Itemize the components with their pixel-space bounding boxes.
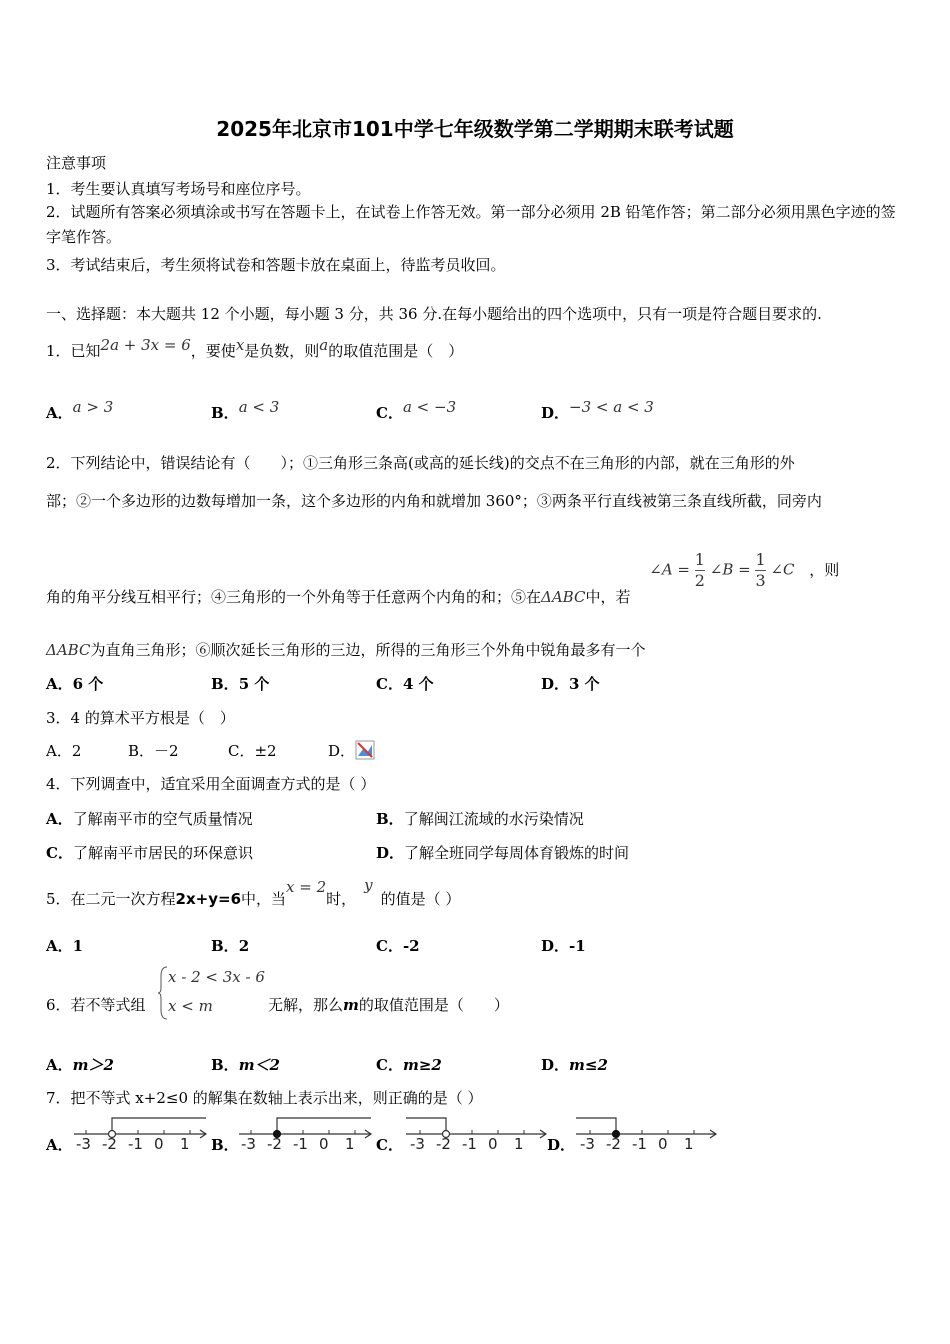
q2-option-a[interactable]: A．6 个 xyxy=(46,675,104,693)
question-3-stem: 3．4 的算术平方根是（ ） xyxy=(46,709,235,727)
notice-heading: 注意事项 xyxy=(46,154,107,172)
question-2-line-4: ΔABC为直角三角形；⑥顺次延长三角形的三边，所得的三角形三个外角中锐角最多有一个 xyxy=(46,641,646,659)
q6-option-a[interactable]: A．m＞2 xyxy=(46,1056,114,1074)
question-6-prefix: 6．若不等式组 xyxy=(46,996,146,1014)
question-5-stem: 5．在二元一次方程2x+y=6中，当x = 2时，y的值是（ ） xyxy=(46,876,461,908)
q4-option-c[interactable]: C．了解南平市居民的环保意识 xyxy=(46,844,253,862)
tick-labels-d: -3 -2 -1 0 1 xyxy=(580,1135,694,1153)
q6-option-d[interactable]: D．m≤2 xyxy=(541,1056,608,1074)
question-2-line-2: 部；②一个多边形的边数每增加一条，这个多边形的内角和就增加 360°；③两条平行直线被第三条直线所截，同旁内 xyxy=(46,492,822,510)
q7-option-d-label[interactable]: D． xyxy=(547,1136,576,1154)
q1-option-b[interactable]: B．a < 3 xyxy=(211,398,280,422)
broken-image-icon xyxy=(355,740,375,764)
q2-option-c[interactable]: C．4 个 xyxy=(376,675,434,693)
tick-labels-c: -3 -2 -1 0 1 xyxy=(410,1135,524,1153)
q6-option-c[interactable]: C．m≥2 xyxy=(376,1056,442,1074)
q7-option-a-label[interactable]: A． xyxy=(46,1136,73,1154)
q1-option-c[interactable]: C．a < −3 xyxy=(376,398,457,422)
q5-option-b[interactable]: B．2 xyxy=(211,937,250,955)
q3-option-b[interactable]: B．－2 xyxy=(128,742,179,760)
tick-labels-b: -3 -2 -1 0 1 xyxy=(241,1135,355,1153)
q4-option-b[interactable]: B．了解闽江流域的水污染情况 xyxy=(376,810,584,828)
q5-option-c[interactable]: C．-2 xyxy=(376,937,420,955)
q4-option-a[interactable]: A．了解南平市的空气质量情况 xyxy=(46,810,253,828)
q5-option-a[interactable]: A．1 xyxy=(46,937,84,955)
question-2-line-1: 2．下列结论中，错误结论有（ ）；①三角形三条高(或高的延长线)的交点不在三角形的内部，就在三角形的外 xyxy=(46,454,795,472)
q7-option-c-label[interactable]: C． xyxy=(376,1136,403,1154)
notice-item-1: 1．考生要认真填写考场号和座位序号。 xyxy=(46,180,311,198)
q5-option-d[interactable]: D．-1 xyxy=(541,937,586,955)
page-title: 2025年北京市101中学七年级数学第二学期期末联考试题 xyxy=(216,117,734,141)
q4-option-d[interactable]: D．了解全班同学每周体育锻炼的时间 xyxy=(376,844,630,862)
notice-item-3: 3．考试结束后，考生须将试卷和答题卡放在桌面上，待监考员收回。 xyxy=(46,256,506,274)
q1-option-d[interactable]: D．−3 < a < 3 xyxy=(541,398,654,422)
question-4-stem: 4．下列调查中，适宜采用全面调查方式的是（ ） xyxy=(46,775,376,793)
question-7-stem: 7．把不等式 x+2≤0 的解集在数轴上表示出来，则正确的是（ ） xyxy=(46,1089,483,1107)
q6-option-b[interactable]: B．m＜2 xyxy=(211,1056,280,1074)
q7-option-b-label[interactable]: B． xyxy=(211,1136,239,1154)
tick-labels-a: -3 -2 -1 0 1 xyxy=(76,1135,190,1153)
q3-option-a[interactable]: A．2 xyxy=(46,742,82,760)
q1-option-a[interactable]: A．a > 3 xyxy=(46,398,114,422)
q3-option-d[interactable]: D． xyxy=(328,740,375,764)
notice-item-2: 2．试题所有答案必须填涂或书写在答题卡上，在试卷上作答无效。第一部分必须用 2B 铅笔作答；第二部分必须用黑色字迹的签字笔作答。 xyxy=(46,203,896,246)
question-6-suffix: 无解，那么m的取值范围是（ ） xyxy=(268,996,509,1014)
q3-option-c[interactable]: C．±2 xyxy=(228,742,277,760)
q2-option-b[interactable]: B．5 个 xyxy=(211,675,270,693)
equation: 2a + 3x = 6 xyxy=(100,336,191,354)
question-1-stem: 1．已知2a + 3x = 6，要使x是负数，则a的取值范围是（ ） xyxy=(46,336,464,360)
q2-option-d[interactable]: D．3 个 xyxy=(541,675,600,693)
section-heading: 一、选择题：本大题共 12 个小题，每小题 3 分，共 36 分.在每小题给出的四个选项中，只有一项是符合题目要求的. xyxy=(46,305,822,323)
question-2-line-3: 角的角平分线互相平行；④三角形的一个外角等于任意两个内角的和；⑤在ΔABC中，若 ∠A = $\frac{1}{2}$ ∠B = $\frac{1}{3}$ ∠C ，则 xyxy=(46,550,840,606)
